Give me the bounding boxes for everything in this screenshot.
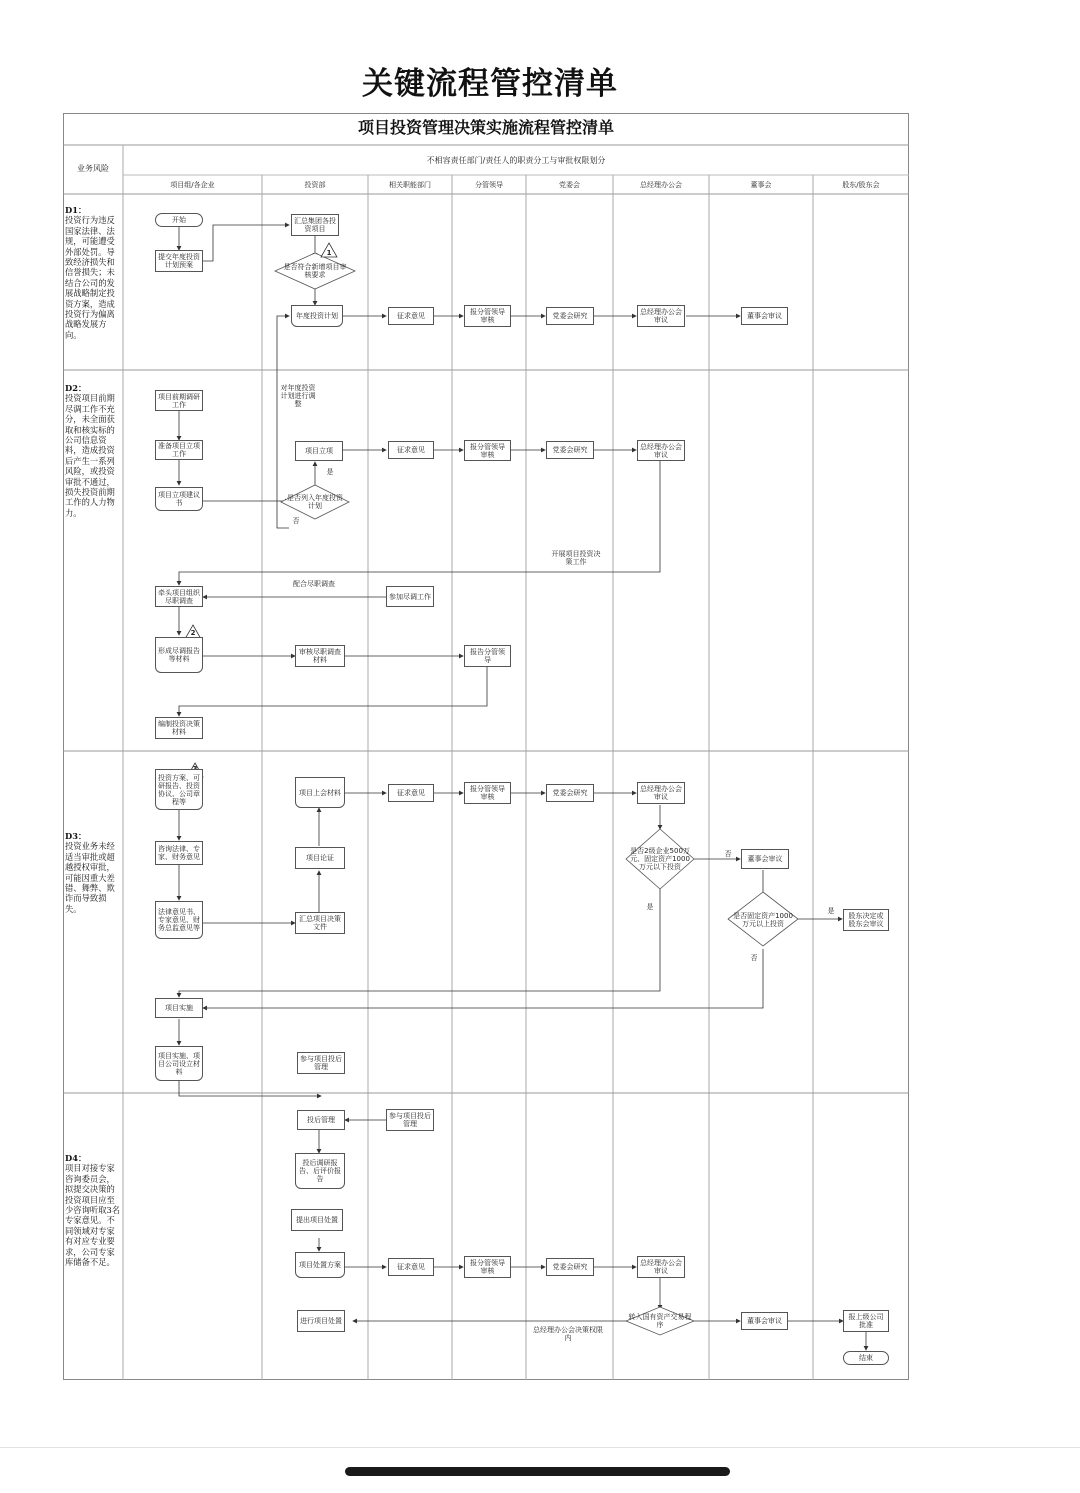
doc-disposal-plan: 项目处置方案 xyxy=(295,1252,345,1278)
node-solicit-opinion-1: 征求意见 xyxy=(388,307,434,325)
node-project-demonstration: 项目论证 xyxy=(295,847,345,869)
risk-d1-id: D1： xyxy=(65,205,87,215)
doc-post-report: 投后调研报告、后评价报告 xyxy=(295,1153,345,1189)
note-gm-authority: 总经理办公会决策权限内 xyxy=(533,1326,603,1342)
risk-d2-id: D2： xyxy=(65,383,87,393)
note-adjust-annual-plan: 对年度投资计划进行调整 xyxy=(280,384,316,408)
node-leader-review-3: 报分管领导审核 xyxy=(464,782,511,804)
risk-d3-id: D3： xyxy=(65,831,87,841)
decision-state-asset-transfer: 转入国有资产交易程序 xyxy=(628,1313,692,1329)
home-indicator[interactable] xyxy=(345,1467,730,1476)
note-start-decision: 开展项目投资决策工作 xyxy=(551,550,601,566)
node-join-post-management-2: 参与项目投后管理 xyxy=(386,1109,434,1131)
responsibility-header: 不相容责任部门/责任人的职责分工与审批权限划分 xyxy=(426,156,606,165)
node-propose-disposal: 提出项目处置 xyxy=(291,1209,343,1231)
node-review-dd-materials: 审核尽职调查材料 xyxy=(295,645,345,667)
label-yes-1000: 是 xyxy=(827,907,835,915)
label-no-1000: 否 xyxy=(750,954,758,962)
node-project-setup: 项目立项 xyxy=(295,441,343,461)
risk-d2 xyxy=(65,383,121,518)
node-execute-disposal: 进行项目处置 xyxy=(297,1310,345,1332)
node-solicit-opinion-4: 征求意见 xyxy=(388,1258,434,1276)
doc-setup-proposal: 项目立项建议书 xyxy=(155,487,203,511)
risk-d1-text: 投资行为违反国家法律、法规，可能遭受外部处罚。导致经济损失和信誉损失；未结合公司的发展战略制定投资方案，造成投资行为偏离战略发展方向。 xyxy=(65,215,115,340)
flowchart-sheet xyxy=(63,113,909,1380)
node-party-study-1: 党委会研究 xyxy=(546,307,594,325)
doc-dd-report: 形成尽调报告等材料 xyxy=(155,637,203,673)
doc-implementation-materials: 项目实施、项目公司设立材料 xyxy=(155,1046,203,1081)
decision-new-project-check: 是否符合新增项目审核要求 xyxy=(283,263,347,279)
label-yes-500: 是 xyxy=(646,903,654,911)
label-no-plan: 否 xyxy=(292,517,300,525)
node-gm-review-3: 总经理办公会审议 xyxy=(637,782,685,804)
risk-d3 xyxy=(65,831,121,914)
lane-header-party-committee: 党委会 xyxy=(559,181,580,189)
badge-2: 2 xyxy=(190,629,196,637)
lane-header-board: 董事会 xyxy=(750,181,772,189)
node-summary-group-projects: 汇总集团各投资项目 xyxy=(291,214,339,236)
risk-d1 xyxy=(65,205,121,340)
node-board-review-3: 董事会审议 xyxy=(741,849,789,869)
node-submit-annual-plan: 提交年度投资计划预案 xyxy=(155,250,203,272)
node-party-study-4: 党委会研究 xyxy=(546,1258,594,1276)
lane-header-leader: 分管领导 xyxy=(475,181,503,189)
risk-d2-text: 投资项目前期尽调工作不充分，未全面获取和核实标的公司信息资料，造成投资后产生一系列风险，或投资审批不通过，损失投资前期工作的人力物力。 xyxy=(65,393,115,518)
node-report-leader: 报告分管领导 xyxy=(464,645,511,667)
flowchart-grid xyxy=(63,113,909,1380)
risk-d4-id: D4： xyxy=(65,1153,87,1163)
node-solicit-opinion-2: 征求意见 xyxy=(388,441,434,459)
doc-investment-plan-set: 投资方案、可研报告、投资协议、公司章程等 xyxy=(155,769,203,810)
node-gm-review-2: 总经理办公会审议 xyxy=(637,440,685,461)
risk-d3-text: 投资业务未经适当审批或超越授权审批，可能因重大差错、舞弊、欺诈而导致损失。 xyxy=(65,841,115,914)
node-lead-due-diligence: 牵头项目组织尽职调查 xyxy=(155,586,203,607)
lane-header-gm-office: 总经理办公会 xyxy=(640,181,682,189)
node-gm-review-1: 总经理办公会审议 xyxy=(637,305,685,327)
node-leader-review-2: 报分管领导审核 xyxy=(464,440,511,461)
node-board-review-4: 董事会审议 xyxy=(741,1312,788,1330)
risk-d4-text: 项目对接专家咨询委员会，拟提交决策的投资项目应至少咨询听取3名专家意见。不同领域对专家有对应专业要求，公司专家库储备不足。 xyxy=(65,1163,121,1268)
node-party-study-3: 党委会研究 xyxy=(546,784,594,802)
node-prepare-setup: 准备项目立项工作 xyxy=(155,440,203,460)
node-leader-review-1: 报分管领导审核 xyxy=(464,305,511,327)
decision-under-500: 是否2级企业500万元、固定资产1000万元以下投资 xyxy=(630,847,690,871)
node-compile-decision-materials: 编制投资决策材料 xyxy=(155,717,203,739)
node-leader-review-4: 报分管领导审核 xyxy=(464,1256,511,1278)
node-shareholder-decision: 股东决定或股东会审议 xyxy=(843,909,889,931)
badge-1: 1 xyxy=(326,249,332,257)
label-yes-setup: 是 xyxy=(326,468,334,476)
risk-d4 xyxy=(65,1153,121,1267)
decision-in-annual-plan: 是否列入年度投资计划 xyxy=(287,494,343,510)
lane-header-investment-dept: 投资部 xyxy=(304,181,326,189)
node-join-due-diligence: 参加尽调工作 xyxy=(386,586,434,607)
node-gm-review-4: 总经理办公会审议 xyxy=(637,1256,685,1278)
doc-meeting-materials: 项目上会材料 xyxy=(295,777,345,808)
node-join-post-management: 参与项目投后管理 xyxy=(297,1052,345,1074)
node-solicit-opinion-3: 征求意见 xyxy=(388,784,434,802)
node-pre-research: 项目前期调研工作 xyxy=(155,390,203,411)
label-no-500: 否 xyxy=(724,850,732,858)
risk-column-header: 业务风险 xyxy=(77,164,109,173)
node-consult-legal-finance: 咨询法律、专家、财务意见 xyxy=(155,841,203,865)
bottom-divider xyxy=(0,1447,1080,1448)
decision-over-1000: 是否固定资产1000万元以上投资 xyxy=(733,912,793,928)
node-report-upper-company: 报上级公司批准 xyxy=(843,1310,889,1332)
lane-header-shareholders: 股东/股东会 xyxy=(842,181,880,189)
node-summary-decision-files: 汇总项目决策文件 xyxy=(295,912,345,934)
sheet-title: 项目投资管理决策实施流程管控清单 xyxy=(357,118,614,137)
end-terminal: 结束 xyxy=(843,1351,889,1365)
note-cooperate-dd: 配合尽职调查 xyxy=(293,580,335,588)
node-party-study-2: 党委会研究 xyxy=(546,441,594,459)
node-project-implementation: 项目实施 xyxy=(155,998,203,1018)
node-board-review-1: 董事会审议 xyxy=(741,307,788,325)
lane-header-functional-dept: 相关职能部门 xyxy=(389,181,431,189)
doc-annual-investment-plan: 年度投资计划 xyxy=(291,305,343,327)
start-terminal: 开始 xyxy=(155,213,203,227)
doc-legal-opinions: 法律意见书、专家意见、财务总监意见等 xyxy=(155,901,203,939)
node-post-management: 投后管理 xyxy=(297,1110,345,1130)
page-title: 关键流程管控清单 xyxy=(362,66,618,102)
lane-header-project-group: 项目组/各企业 xyxy=(170,181,215,189)
